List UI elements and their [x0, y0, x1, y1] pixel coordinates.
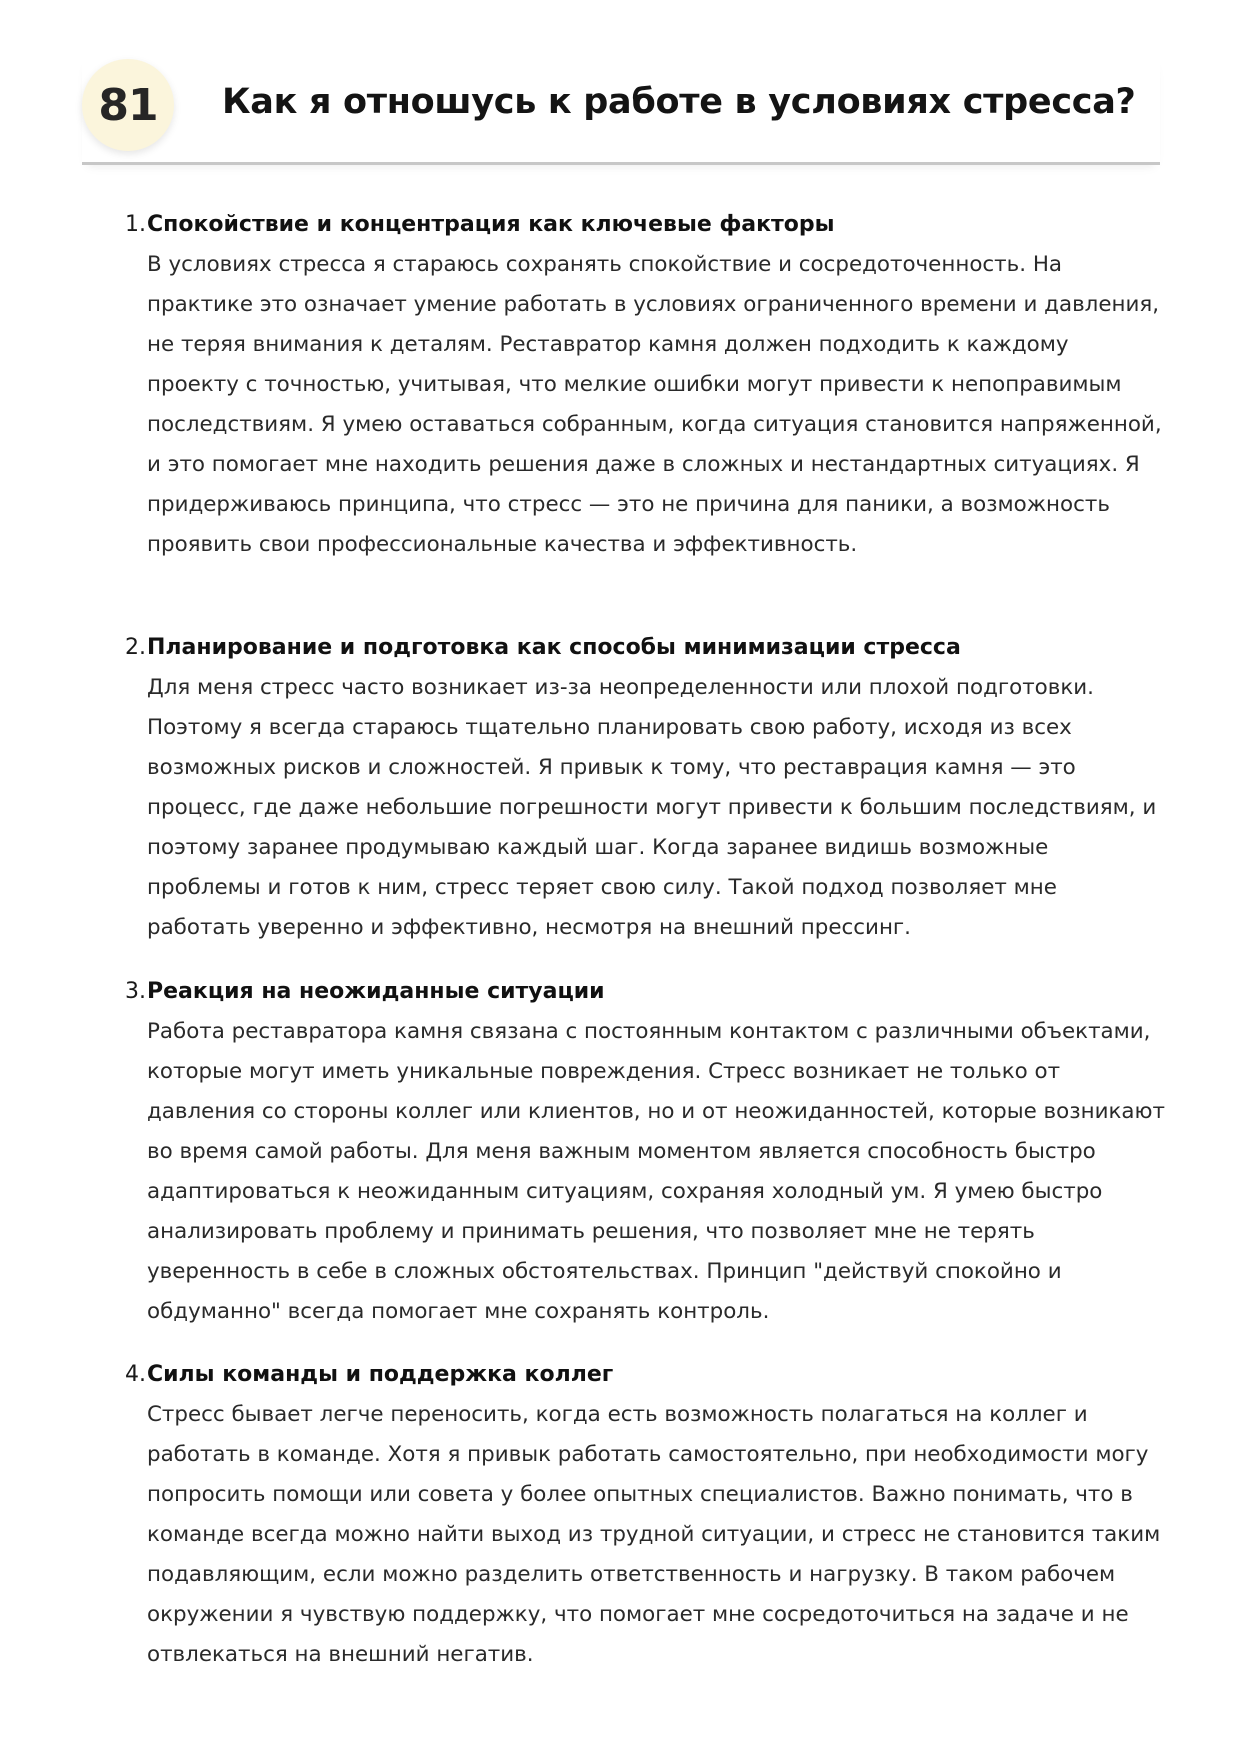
page-title: Как я отношусь к работе в условиях стресса? — [222, 82, 1136, 122]
list-item-heading: Реакция на неожиданные ситуации — [147, 979, 605, 1004]
list-item-number: 2. — [125, 635, 146, 660]
list-item-heading: Планирование и подготовка как способы минимизации стресса — [147, 635, 961, 660]
question-number-badge: 81 — [82, 59, 174, 151]
list-item-heading: Спокойствие и концентрация как ключевые факторы — [147, 212, 835, 237]
list-item-number: 1. — [125, 212, 146, 237]
list-item-heading: Силы команды и поддержка коллег — [147, 1362, 614, 1387]
list-item-text: Стресс бывает легче переносить, когда есть возможность полагаться на коллег и работать в команде. Хотя я привык работать самостоятельно, при необходимости могу попросить помощи или совета у более опытных специалистов. Важно понимать, что в команде всегда можно найти выход из трудной ситуации, и стресс не становится таким подавляющим, если можно разделить ответственность и нагрузку. В таком рабочем окружении я чувствую поддержку, что помогает мне сосредоточиться на задаче и не отвлекаться на внешний негатив. — [147, 1402, 1161, 1667]
list-item-text: Работа реставратора камня связана с постоянным контактом с различными объектами, которые могут иметь уникальные повреждения. Стресс возникает не только от давления со стороны коллег или клиентов, но и от неожиданностей, которые возникают во время самой работы. Для меня важным моментом является способность быстро адаптироваться к неожиданным ситуациям, сохраняя холодный ум. Я умею быстро анализировать проблему и принимать решения, что позволяет мне не терять уверенность в себе в сложных обстоятельствах. Принцип "действуй спокойно и обдуманно" всегда помогает мне сохранять контроль. — [147, 1019, 1165, 1324]
list-item-text: Для меня стресс часто возникает из-за неопределенности или плохой подготовки. Поэтому я всегда стараюсь тщательно планировать свою работу, исходя из всех возможных рисков и сложностей. Я привык к тому, что реставрация камня — это процесс, где даже небольшие погрешности могут привести к большим последствиям, и поэтому заранее продумываю каждый шаг. Когда заранее видишь возможные проблемы и готов к ним, стресс теряет свою силу. Такой подход позволяет мне работать уверенно и эффективно, несмотря на внешний прессинг. — [147, 675, 1157, 940]
list-item-text: В условиях стресса я стараюсь сохранять спокойствие и сосредоточенность. На практике это означает умение работать в условиях ограниченного времени и давления, не теряя внимания к деталям. Реставратор камня должен подходить к каждому проекту с точностью, учитывая, что мелкие ошибки могут привести к непоправимым последствиям. Я умею оставаться собранным, когда ситуация становится напряженной, и это помогает мне находить решения даже в сложных и нестандартных ситуациях. Я придерживаюсь принципа, что стресс — это не причина для паники, а возможность проявить свои профессиональные качества и эффективность. — [147, 252, 1162, 557]
list-item-number: 4. — [125, 1362, 146, 1387]
page-header — [82, 56, 1160, 165]
list-item-number: 3. — [125, 979, 146, 1004]
